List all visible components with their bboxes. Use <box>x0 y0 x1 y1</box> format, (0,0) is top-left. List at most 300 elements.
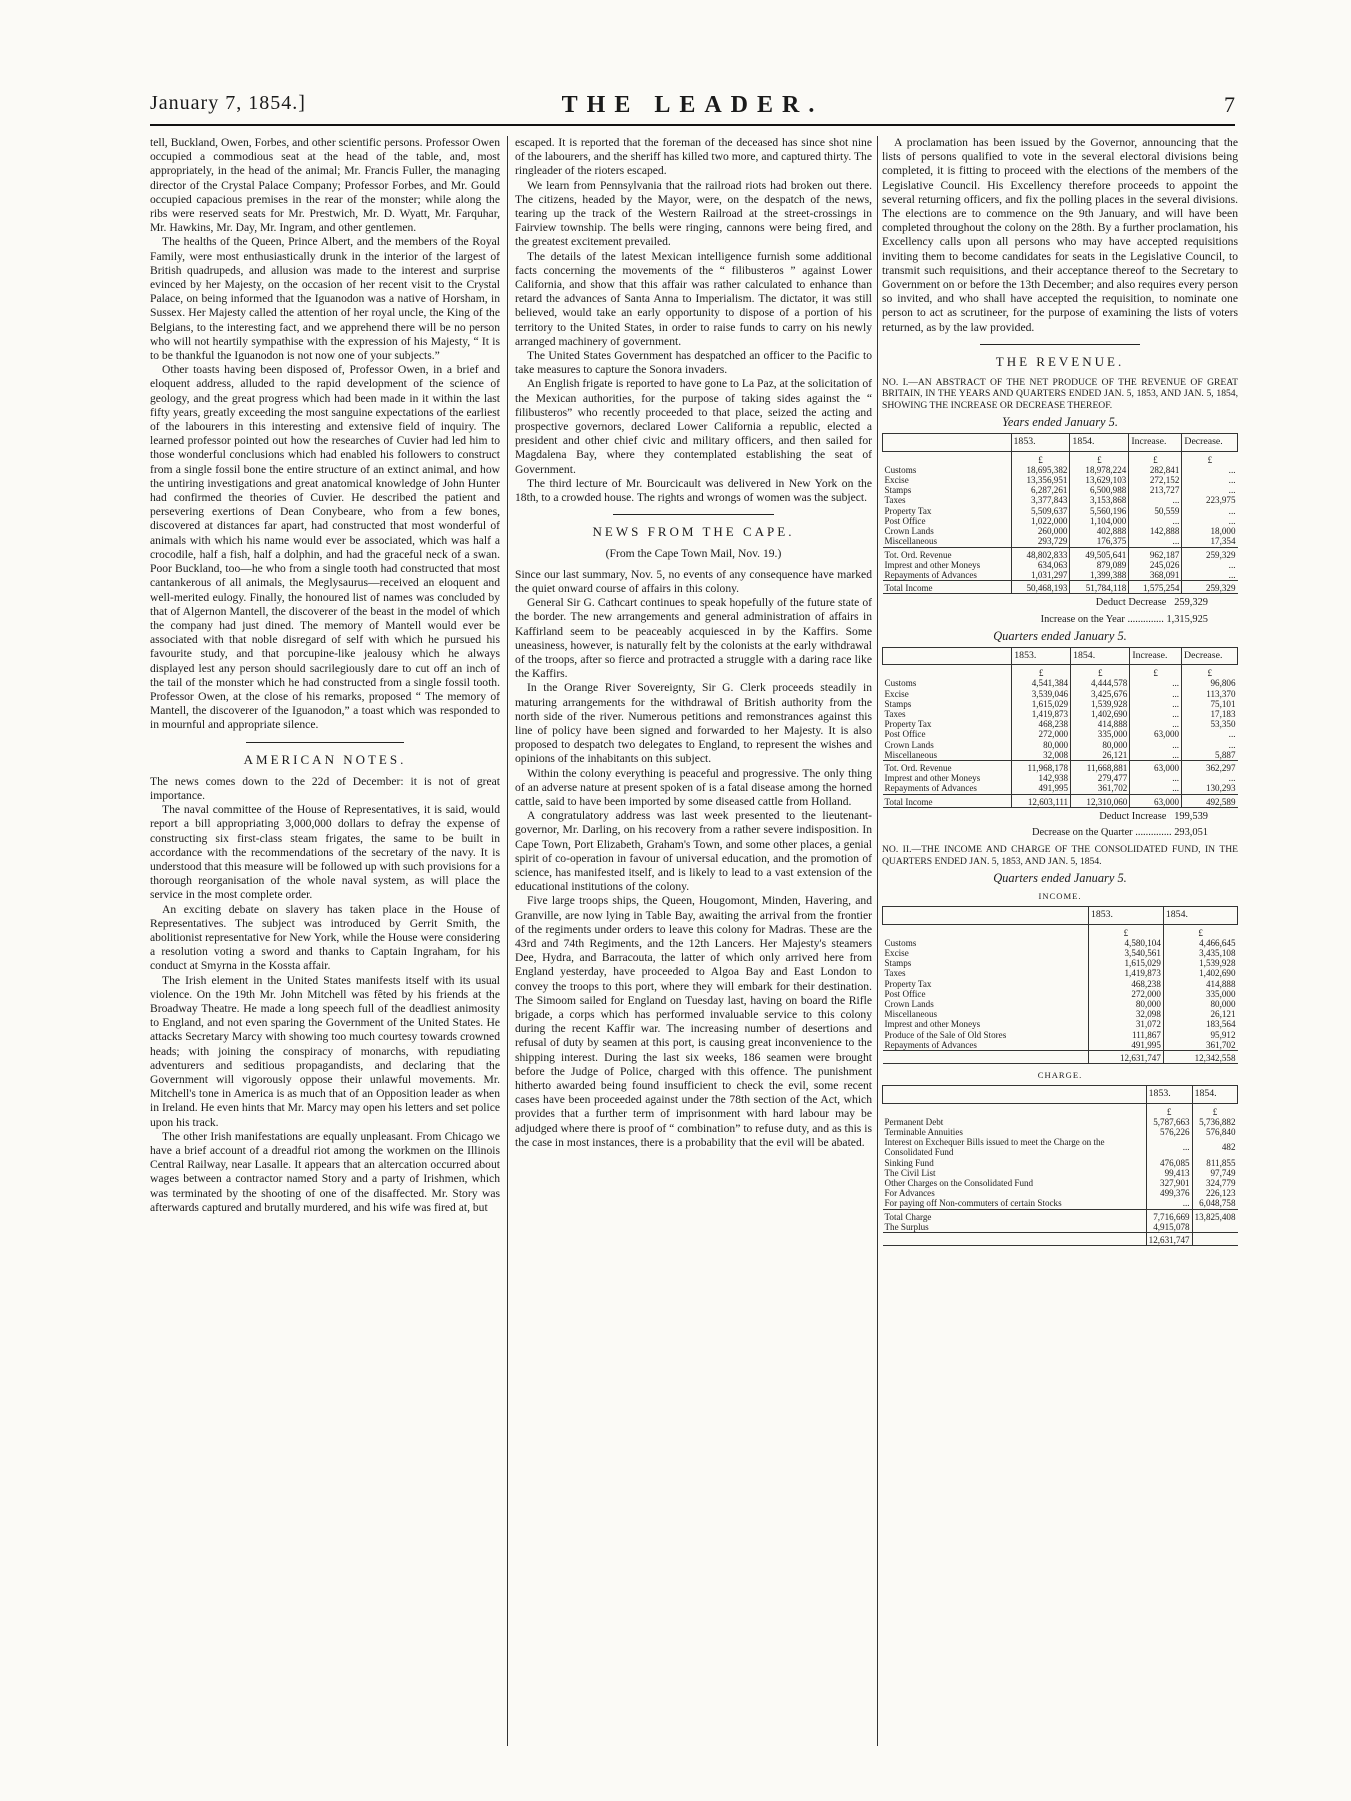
row-value: ... <box>1182 485 1238 495</box>
table-row <box>883 485 1238 495</box>
row-value: £ <box>1070 451 1129 465</box>
row-label: Stamps <box>884 485 912 496</box>
row-value: 414,888 <box>1163 979 1237 989</box>
table-note-deduct <box>882 810 1238 824</box>
row-value: 4,580,104 <box>1088 938 1163 948</box>
total-ordinary-revenue-row <box>883 547 1238 560</box>
row-label: Excise <box>884 688 909 699</box>
row-value: 12,603,111 <box>1012 794 1071 807</box>
row-value: 414,888 <box>1071 719 1130 729</box>
row-label: Post Office <box>884 729 926 740</box>
row-value: 32,098 <box>1088 1009 1163 1019</box>
row-label: Imprest and other Moneys <box>884 773 981 784</box>
note-value: 293,051 <box>1174 826 1208 838</box>
surplus-row <box>883 1222 1238 1233</box>
row-value: 49,505,641 <box>1070 547 1129 560</box>
row-value: 4,466,645 <box>1163 938 1237 948</box>
table-note-net: Decrease on the Quarter .............. 293,051 <box>1031 826 1208 838</box>
section-heading-revenue: THE REVENUE. <box>995 353 1125 369</box>
row-label: Repayments of Advances <box>884 569 977 580</box>
row-value: £ <box>1192 1103 1237 1117</box>
row-label: Imprest and other Moneys <box>884 559 981 570</box>
row-value: 63,000 <box>1130 729 1182 739</box>
row-value: £ <box>1163 924 1237 938</box>
column-header: Increase. <box>1129 434 1182 451</box>
row-value: 5,787,663 <box>1146 1117 1192 1127</box>
row-value: 63,000 <box>1130 794 1182 807</box>
table-row <box>883 729 1238 739</box>
row-label <box>883 1051 1089 1064</box>
note-value: 199,539 <box>1174 810 1208 822</box>
row-label: Interest on Exchequer Bills issued to meet the Charge on the Consolidated Fund <box>884 1137 1105 1158</box>
row-value: ... <box>1130 709 1182 719</box>
row-label: Imprest and other Moneys <box>884 1019 981 1030</box>
row-value: 272,152 <box>1129 475 1182 485</box>
row-value: ... <box>1182 570 1238 581</box>
row-value: £ <box>1182 451 1238 465</box>
row-value: 11,968,178 <box>1012 760 1071 773</box>
row-value: ... <box>1129 495 1182 505</box>
table-header-row <box>883 647 1238 664</box>
section-divider <box>613 514 774 515</box>
column-header: Decrease. <box>1182 434 1238 451</box>
row-value: 32,008 <box>1012 750 1071 761</box>
row-value: 6,287,261 <box>1011 485 1070 495</box>
row-value: 361,702 <box>1163 1040 1237 1051</box>
row-label: For paying off Non-commuters of certain Stocks <box>884 1198 1062 1209</box>
table-subheading: Quarters ended January 5. <box>993 628 1127 643</box>
row-value: ... <box>1130 773 1182 783</box>
row-label: Miscellaneous <box>884 536 938 547</box>
revenue-table-years <box>882 433 1238 594</box>
row-value: ... <box>1130 689 1182 699</box>
row-value: 1,022,000 <box>1011 516 1070 526</box>
row-value: 491,995 <box>1088 1040 1163 1051</box>
repayments-row <box>883 783 1238 794</box>
table-row <box>883 1168 1238 1178</box>
note-label: Deduct Decrease <box>1095 597 1167 609</box>
article-paragraph: tell, Buckland, Owen, Forbes, and other scientific persons. Professor Owen occupied a commodious seat at the head of the table, and, most appropriately, in the head of the animal; Mr. Francis Fuller, the managing director of the Crystal Palace Company; Professor Forbes, and Mr. Gould occupied capacious premises in the rear of the monster; while along the ribs were reserved seats for Mr. Prestwich, Mr. D. Wyatt, Mr. Farquhar, Mr. Hawkins, Mr. Day, Mr. Ingram, and other gentlemen. <box>150 136 500 235</box>
row-value: 1,615,029 <box>1012 699 1071 709</box>
imprest-row <box>883 773 1238 783</box>
row-value: 48,802,833 <box>1011 547 1070 560</box>
section-divider <box>980 344 1140 345</box>
revenue-table-quarters <box>882 647 1238 808</box>
table-note-net: Increase on the Year .............. 1,315,925 <box>1040 613 1208 625</box>
row-value: ... <box>1129 516 1182 526</box>
row-value: 223,975 <box>1182 495 1238 505</box>
row-value: 962,187 <box>1129 547 1182 560</box>
article-paragraph: Other toasts having been disposed of, Professor Owen, in a brief and eloquent address, alluded to the rapid development of the science of geology, and the great progress which had been made in it within the last fifty years, greatly exceeding the most sanguine expectations of the earliest of the labourers in this interesting and extensive field of inquiry. The learned professor pointed out how the researches of Cuvier had led him to those wonderful conclusions which had enabled his followers to construct from a single fossil bone the entire structure of an extinct animal, and how the untiring investigations and great anatomical knowledge of John Hunter had confirmed the theories of Cuvier. He described the patient and persevering exertions of Dean Conybeare, who from a few bones, discovered at distances far apart, had constructed that most wonderful of animals with which his name would ever be associated, which was half a crocodile, half a fish, half a dolphin, and had the graceful neck of a swan. Poor Buckland, too—he who from a single tooth had constructed that most cantankerous of all animals, the Meglysaurus—received an eloquent and well-merited eulogy. Finally, the honoured list of names was concluded by that of Algernon Mantell, the discoverer of the beast in the model of which the company had just dined. The memory of Mantell would ever be associated with that noble disregard of self with which he pursued his favourite study, and that porcupine-like jealousy which he always displayed lest any person should sacrilegiously dare to cut off an inch of the tail of the monster which he had constructed from a single fossil tooth. Professor Owen, at the close of his remarks, proposed “ The memory of Mantell, the discoverer of the Iguanodon,” a toast which was responded to in mournful and appropriate silence. <box>150 363 500 732</box>
table-row <box>883 495 1238 505</box>
table-row <box>883 709 1238 719</box>
row-label: Customs <box>884 937 917 948</box>
row-label: Produce of the Sale of Old Stores <box>884 1029 1007 1040</box>
row-value: 13,356,951 <box>1011 475 1070 485</box>
imprest-row <box>883 560 1238 570</box>
column-3 <box>882 136 1238 1751</box>
row-value: ... <box>1130 750 1182 761</box>
row-value: 6,048,758 <box>1192 1198 1237 1209</box>
row-label: Total Charge <box>883 1209 1147 1222</box>
article-paragraph: escaped. It is reported that the foreman of the deceased has since shot nine of the labourers, and the sheriff has killed two more, and captured thirty. The ringleader of the rioters escaped. <box>515 136 872 178</box>
total-charge-row <box>883 1209 1238 1222</box>
row-label: Property Tax <box>884 719 932 730</box>
row-value: 293,729 <box>1011 536 1070 547</box>
row-value: £ <box>1129 451 1182 465</box>
row-value: 282,841 <box>1129 465 1182 475</box>
consolidated-fund-charge-table <box>882 1085 1238 1246</box>
section-divider <box>246 742 404 743</box>
table-row <box>883 1158 1238 1168</box>
column-header: 1854. <box>1192 1086 1237 1103</box>
row-label: Property Tax <box>884 505 932 516</box>
row-value: ... <box>1182 560 1238 570</box>
row-value: 492,589 <box>1182 794 1238 807</box>
row-value: 576,840 <box>1192 1127 1237 1137</box>
row-value: 4,915,078 <box>1146 1222 1192 1233</box>
table-row <box>883 1117 1238 1127</box>
total-ordinary-revenue-row <box>883 760 1238 773</box>
article-paragraph: An English frigate is reported to have gone to La Paz, at the solicitation of the Mexican authorities, for the purpose of taking sides against the “ filibusteros” who recently proceeded to that place, seized the acting and prospective governors, declared Lower California a republic, elected a president and other chief civic and military officers, and then sailed for Magdalena Bay, where they contemplated establishing the seat of Government. <box>515 377 872 476</box>
article-paragraph: Within the colony everything is peaceful and progressive. The only thing of an adverse nature at present spoken of is a fatal disease among the horned cattle, said to have been imported by some diseased cattle from Holland. <box>515 766 872 808</box>
table-row <box>883 740 1238 750</box>
row-value: 5,736,882 <box>1192 1117 1237 1127</box>
row-value: 4,541,384 <box>1012 678 1071 688</box>
row-value: 5,560,196 <box>1070 506 1129 516</box>
row-value: ... <box>1130 719 1182 729</box>
article-paragraph: General Sir G. Cathcart continues to speak hopefully of the future state of the border. The new arrangements and general administration of affairs in Kaffirland seem to be peaceably acquiesced in by the Kaffirs. Some uneasiness, however, is naturally felt by the colonists at the early withdrawal of the troops, after so fierce and protracted a struggle with a daring race like the Kaffirs. <box>515 596 872 681</box>
column-header: 1853. <box>1088 907 1163 924</box>
source-dateline: (From the Cape Town Mail, Nov. 19.) <box>605 547 782 561</box>
row-label <box>883 665 1012 679</box>
row-value: 1,031,297 <box>1011 570 1070 581</box>
row-value: £ <box>1071 665 1130 679</box>
row-value: 361,702 <box>1071 783 1130 794</box>
row-label <box>883 924 1089 938</box>
total-income-row <box>883 794 1238 807</box>
note-label: Decrease on the Quarter <box>1031 826 1133 838</box>
row-label: Property Tax <box>884 978 932 989</box>
row-label: Miscellaneous <box>884 749 938 760</box>
row-label: Crown Lands <box>884 999 934 1010</box>
row-value: 335,000 <box>1163 989 1237 999</box>
section-heading-american-notes: AMERICAN NOTES. <box>243 751 407 767</box>
article-paragraph: We learn from Pennsylvania that the railroad riots had broken out there. The citizens, headed by the Mayor, were, on the despatch of the news, tearing up the track of the Western Railroad at the street-crossings in Fairview township. The bells were ringing, cannons were being fired, and the greatest excitement prevailed. <box>515 178 872 249</box>
total-income-row <box>883 581 1238 594</box>
row-label: The Civil List <box>884 1167 936 1178</box>
column-header: Decrease. <box>1182 647 1238 664</box>
row-value: 634,063 <box>1011 560 1070 570</box>
row-label: Total Income <box>883 794 1012 807</box>
issue-date: January 7, 1854.] <box>150 92 306 114</box>
row-value: 324,779 <box>1192 1178 1237 1188</box>
table-note-deduct <box>882 596 1238 610</box>
masthead-title: THE LEADER. <box>561 92 824 118</box>
column-header: 1853. <box>1011 434 1070 451</box>
row-value: ... <box>1182 465 1238 475</box>
table-header-row <box>883 434 1238 451</box>
column-header: 1854. <box>1163 907 1237 924</box>
page-number: 7 <box>1224 92 1235 117</box>
row-label: Tot. Ord. Revenue <box>883 547 1012 560</box>
row-value: 3,425,676 <box>1071 689 1130 699</box>
row-label: Other Charges on the Consolidated Fund <box>884 1178 1034 1189</box>
table-caption-charge: CHARGE. <box>1037 1070 1083 1081</box>
row-value: 26,121 <box>1163 1009 1237 1019</box>
column-header <box>883 434 1012 451</box>
row-value: 5,509,637 <box>1011 506 1070 516</box>
row-value: 75,101 <box>1182 699 1238 709</box>
row-label: Total Income <box>883 581 1012 594</box>
row-value: 468,238 <box>1012 719 1071 729</box>
units-row <box>883 924 1238 938</box>
column-rule <box>507 136 508 1746</box>
table-row <box>883 689 1238 699</box>
row-label <box>883 1103 1147 1117</box>
row-value: 1,104,000 <box>1070 516 1129 526</box>
row-value: 1,399,388 <box>1070 570 1129 581</box>
column-1 <box>150 136 500 1751</box>
row-label: Stamps <box>884 958 912 969</box>
table-row <box>883 719 1238 729</box>
table-header-row <box>883 1086 1238 1103</box>
row-value: 80,000 <box>1012 740 1071 750</box>
row-value: 11,668,881 <box>1071 760 1130 773</box>
row-label: Stamps <box>884 698 912 709</box>
row-value: 26,121 <box>1071 750 1130 761</box>
total-row <box>883 1051 1238 1064</box>
row-value <box>1192 1233 1237 1246</box>
row-value: 63,000 <box>1130 760 1182 773</box>
table-subheading: Years ended January 5. <box>1002 415 1118 430</box>
row-value: 80,000 <box>1071 740 1130 750</box>
row-label: Taxes <box>884 968 906 979</box>
row-label <box>883 1233 1147 1246</box>
row-value: £ <box>1146 1103 1192 1117</box>
row-label: Excise <box>884 948 909 958</box>
row-value: 97,749 <box>1192 1168 1237 1178</box>
row-value: 362,297 <box>1182 760 1238 773</box>
row-value: 51,784,118 <box>1070 581 1129 594</box>
row-value: 1,575,254 <box>1129 581 1182 594</box>
table-row <box>883 699 1238 709</box>
row-value: 499,376 <box>1146 1188 1192 1198</box>
article-paragraph: A congratulatory address was last week presented to the lieutenant-governor, Mr. Darling, on his recovery from a rather severe indisposition. In Cape Town, Port Elizabeth, Graham's Town, and some other places, a genial spirit of co-operation in favour of universal education, and the promotion of science, has manifested itself, and is likely to lead to a vast extension of the educational institutions of the colony. <box>515 809 872 894</box>
table-row <box>883 516 1238 526</box>
table-row <box>883 1127 1238 1137</box>
row-value: 1,539,928 <box>1071 699 1130 709</box>
row-value: 17,354 <box>1182 536 1238 547</box>
row-value: 811,855 <box>1192 1158 1237 1168</box>
column-2 <box>515 136 872 1751</box>
column-rule <box>877 136 878 1746</box>
table-notice: NO. I.—AN ABSTRACT OF THE NET PRODUCE OF THE REVENUE OF GREAT BRITAIN, IN THE YEARS AND QUARTERS ENDED JAN. 5, 1853, AND JAN. 5, 1854, SHOWING THE INCREASE OR DECREASE THEREOF. <box>882 377 1238 411</box>
table-row <box>883 999 1238 1009</box>
row-value: ... <box>1182 773 1238 783</box>
row-value: 213,727 <box>1129 485 1182 495</box>
article-paragraph: The news comes down to the 22d of December: it is not of great importance. <box>150 774 500 802</box>
row-label: Taxes <box>884 495 906 506</box>
table-header-row <box>883 907 1238 924</box>
row-label: Excise <box>884 475 909 486</box>
row-label: Repayments of Advances <box>884 1039 977 1050</box>
table-row <box>883 989 1238 999</box>
units-row <box>883 1103 1238 1117</box>
row-label: Taxes <box>884 708 906 719</box>
row-value: 12,342,558 <box>1163 1051 1237 1064</box>
row-value: 259,329 <box>1182 581 1238 594</box>
column-header: Increase. <box>1130 647 1182 664</box>
row-value: £ <box>1182 665 1238 679</box>
row-value: 6,500,988 <box>1070 485 1129 495</box>
note-label: Deduct Increase <box>1099 810 1167 822</box>
table-row <box>883 1009 1238 1019</box>
table-row <box>883 1137 1238 1157</box>
row-value: £ <box>1088 924 1163 938</box>
row-value: 111,867 <box>1088 1030 1163 1040</box>
article-paragraph: The United States Government has despatched an officer to the Pacific to take measures to capture the Sonora invaders. <box>515 349 872 377</box>
row-value: ... <box>1182 475 1238 485</box>
row-value: £ <box>1012 665 1071 679</box>
row-value: 4,444,578 <box>1071 678 1130 688</box>
article-paragraph: An exciting debate on slavery has taken place in the House of Representatives. The subject was introduced by Gerrit Smith, the abolitionist representative for New York, while the House were considering a resolution voting a sword and thanks to Captain Ingraham, for his conduct at Smyrna in the Kossta affair. <box>150 902 500 973</box>
row-value: ... <box>1146 1198 1192 1209</box>
row-value: 272,000 <box>1088 989 1163 999</box>
row-value: ... <box>1182 729 1238 739</box>
note-label: Increase on the Year <box>1040 613 1125 625</box>
row-value: 1,402,690 <box>1071 709 1130 719</box>
table-row <box>883 475 1238 485</box>
table-row <box>883 536 1238 547</box>
row-value: ... <box>1182 506 1238 516</box>
row-value: 13,629,103 <box>1070 475 1129 485</box>
article-paragraph: The third lecture of Mr. Bourcicault was delivered in New York on the 18th, to a crowded house. The rights and wrongs of women was the subject. <box>515 476 872 505</box>
table-row <box>883 1198 1238 1209</box>
note-value: 1,315,925 <box>1166 613 1208 625</box>
row-label: Customs <box>884 464 917 475</box>
row-label: Permanent Debt <box>884 1116 944 1127</box>
row-value: 260,000 <box>1011 526 1070 536</box>
row-value: ... <box>1182 516 1238 526</box>
column-header: 1854. <box>1071 647 1130 664</box>
row-value: 279,477 <box>1071 773 1130 783</box>
row-label: Crown Lands <box>884 526 934 537</box>
row-label: Post Office <box>884 988 926 999</box>
row-value: 1,419,873 <box>1012 709 1071 719</box>
article-paragraph: The other Irish manifestations are equally unpleasant. From Chicago we have a brief account of a dreadful riot among the workmen on the Illinois Central Railway, near Lasalle. It appears that an altercation occurred about wages between a contractor named Story and a party of Irishmen, which was terminated by the shooting of one of the disaffected. Mr. Story was afterwards captured and brutally murdered, and his wife was fired at, but <box>150 1129 500 1214</box>
article-paragraph: In the Orange River Sovereignty, Sir G. Clerk proceeds steadily in maturing arrangements for the withdrawal of British authority from the north side of the river. Numerous petitions and remonstrances against this line of policy have been signed and forwarded to her Majesty. It is also proposed to despatch two delegates to England, to represent the wishes and opinions of the inhabitants on this subject. <box>515 681 872 766</box>
article-paragraph: The Irish element in the United States manifests itself with its usual violence. On the 19th Mr. John Mitchell was fêted by his friends at the Broadway Theatre. He made a long speech full of the deadliest animosity to England, and not even sparing the Government of the United States. He attacks Secretary Marcy with showing too much courtesy towards crowned heads; with joining the conspiracy of monarchs, with repudiating adventurers and seditious propagandists, and declaring that the Government will vigorously oppose their unlawful movements. Mr. Mitchell's tone in America is as much that of an Opposition leader as when in Ireland. He even hints that Mr. Marcy may open his letters and set police upon his track. <box>150 973 500 1129</box>
row-value: ... <box>1130 699 1182 709</box>
article-paragraph: The details of the latest Mexican intelligence furnish some additional facts concerning the movements of the “ filibusteros ” against Lower California, and show that this affair was rather calculated to enhance than retard the advances of Santa Anna to Imperialism. The dictator, it was still believed, would take an early opportunity to dispose of a portion of his territory to the United States, in order to raise funds to carry on his newly arranged machinery of government. <box>515 249 872 348</box>
article-paragraph: Five large troops ships, the Queen, Hougomont, Minden, Havering, and Granville, are now lying in Table Bay, awaiting the arrival from the frontier of the regiments under orders to leave this colony for Madras. These are the 43rd and 74th Regiments, and the 12th Lancers. Her Majesty's steamers Dee, Hydra, and Barracouta, the latter of which only arrived here from England yesterday, have proceeded to Algoa Bay and East London to convey the troops to this port, where they will embark for their destination. The Simoom sailed for England on Tuesday last, having on board the Rifle brigade, a corps which has performed invaluable service to this colony during the recent Kaffir war. The increasing number of desertions and refusal of duty by seamen at this port, is causing great inconvenience to the shipping interest. During the last six weeks, 186 seamen were brought before the Judge of Police, charged with this offence. The punishment hitherto awarded being found insufficient to check the evil, some recent cases have been proceeded against under the 78th section of the Act, which provides that a further term of imprisonment with hard labour may be adjudged where there is proof of “ combination” to refuse duty, and as this is the case in most instances, there is a probability that the evil will be abated. <box>515 894 872 1149</box>
table-row <box>883 750 1238 761</box>
row-value: 468,238 <box>1088 979 1163 989</box>
row-value: 18,978,224 <box>1070 465 1129 475</box>
row-value: 96,806 <box>1182 678 1238 688</box>
row-value: 245,026 <box>1129 560 1182 570</box>
column-header: 1854. <box>1070 434 1129 451</box>
row-value: ... <box>1130 740 1182 750</box>
row-value: 335,000 <box>1071 729 1130 739</box>
table-row <box>883 1040 1238 1051</box>
row-value: 183,564 <box>1163 1019 1237 1029</box>
row-value: 53,350 <box>1182 719 1238 729</box>
row-value: 1,539,928 <box>1163 958 1237 968</box>
row-value: 272,000 <box>1012 729 1071 739</box>
row-value <box>1192 1222 1237 1233</box>
article-paragraph: The naval committee of the House of Representatives, it is said, would report a bill appropriating 3,000,000 dollars to defray the expense of constructing six first-class steam frigates, the same to be built in accordance with the recommendations of the secretary of the navy. It is understood that this measure will be followed up with such provisions for a thorough reorganisation of the whole naval system, as will place the service in the most complete order. <box>150 803 500 902</box>
table-subheading: Quarters ended January 5. <box>993 870 1127 885</box>
running-head <box>150 92 1235 126</box>
column-header <box>883 647 1012 664</box>
row-value: 3,377,843 <box>1011 495 1070 505</box>
row-value: 113,370 <box>1182 689 1238 699</box>
table-row <box>883 948 1238 958</box>
row-value: 576,226 <box>1146 1127 1192 1137</box>
row-value: 327,901 <box>1146 1178 1192 1188</box>
row-value: 12,631,747 <box>1088 1051 1163 1064</box>
row-label: For Advances <box>884 1188 935 1199</box>
row-value: ... <box>1182 740 1238 750</box>
column-header: 1853. <box>1012 647 1071 664</box>
row-label: Customs <box>884 678 917 689</box>
table-caption-income: INCOME. <box>1038 891 1082 902</box>
section-heading-news-from-the-cape: NEWS FROM THE CAPE. <box>592 524 795 540</box>
row-label: Miscellaneous <box>884 1009 938 1020</box>
table-row <box>883 1019 1238 1029</box>
row-value: 80,000 <box>1088 999 1163 1009</box>
row-value: ... <box>1130 783 1182 794</box>
column-header: 1853. <box>1146 1086 1192 1103</box>
article-paragraph: A proclamation has been issued by the Governor, announcing that the lists of persons qualified to vote in the several electoral divisions being completed, it is fitting to proceed with the elections of the members of the Legislative Council. His Excellency therefore proceeds to appoint the several returning officers, and fix the polling places in the several divisions. The elections are to commence on the 9th January, and will have been completed throughout the colony on the 28th. By a further proclamation, his Excellency calls upon all persons who may have accepted requisitions inviting them to become candidates for seats in the Legislative Council, to transmit such requisitions, and their acceptance thereof to the Secretary to Government on or before the 13th December; and also requires every person so invited, and who shall have accepted the requisition, to nominate one person to act as scrutineer, for the purpose of examining the lists of voters returned, as by the law provided. <box>882 136 1238 334</box>
row-value: 482 <box>1192 1137 1237 1157</box>
table-row <box>883 1178 1238 1188</box>
row-value: 5,887 <box>1182 750 1238 761</box>
table-notice: NO. II.—THE INCOME AND CHARGE OF THE CONSOLIDATED FUND, IN THE QUARTERS ENDED JAN. 5, 1853, AND JAN. 5, 1854. <box>882 844 1238 867</box>
row-value: 3,153,868 <box>1070 495 1129 505</box>
repayments-row <box>883 570 1238 581</box>
row-value: 99,413 <box>1146 1168 1192 1178</box>
row-value: 879,089 <box>1070 560 1129 570</box>
row-value: 226,123 <box>1192 1188 1237 1198</box>
row-label: Repayments of Advances <box>884 783 977 794</box>
row-value: 12,310,060 <box>1071 794 1130 807</box>
row-value: 142,888 <box>1129 526 1182 536</box>
row-value: 368,091 <box>1129 570 1182 581</box>
row-value: 476,085 <box>1146 1158 1192 1168</box>
article-paragraph: The healths of the Queen, Prince Albert, and the members of the Royal Family, were most enthusiastically drunk in the interior of the largest of British quadrupeds, and allusion was made to the interest and surprise evinced by her Majesty, on the occasion of her recent visit to the Crystal Palace, on being informed that the Iguanodon was a native of Horsham, in Sussex. Her Majesty called the attention of her royal uncle, the King of the Belgians, to the interesting fact, and we apprehend there will be no person who will not heartily sympathise with the expression of his Majesty, “ It is to be thankful the Iguanodon is not now one of your subjects.” <box>150 235 500 363</box>
row-value: 1,419,873 <box>1088 968 1163 978</box>
row-label: Post Office <box>884 515 926 526</box>
row-value: 80,000 <box>1163 999 1237 1009</box>
row-value: 259,329 <box>1182 547 1238 560</box>
table-row <box>883 938 1238 948</box>
consolidated-fund-income-table <box>882 906 1238 1064</box>
row-label <box>883 451 1012 465</box>
row-value: 50,559 <box>1129 506 1182 516</box>
row-value: 50,468,193 <box>1011 581 1070 594</box>
row-value: 176,375 <box>1070 536 1129 547</box>
row-value: 31,072 <box>1088 1019 1163 1029</box>
row-value: 402,888 <box>1070 526 1129 536</box>
table-row <box>883 678 1238 688</box>
units-row <box>883 665 1238 679</box>
row-value: £ <box>1130 665 1182 679</box>
row-value: 1,402,690 <box>1163 968 1237 978</box>
table-row <box>883 958 1238 968</box>
